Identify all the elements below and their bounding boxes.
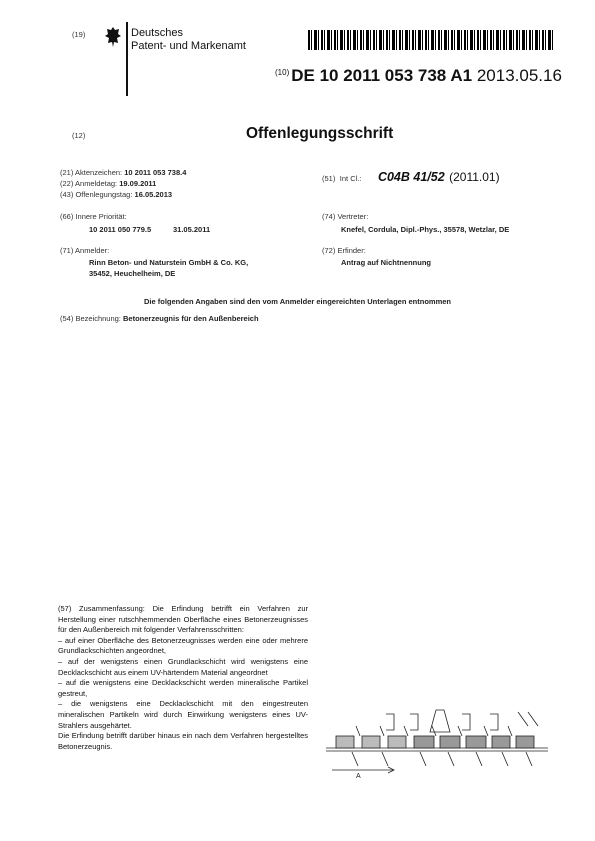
inid-code-10: (10)	[275, 68, 290, 77]
eagle-logo-icon	[104, 25, 122, 56]
abstract-step-1: – auf einer Oberfläche des Betonerzeugnisses werden eine oder mehrere Grundlackschichten angeordnet,	[58, 635, 308, 656]
priority-date: 31.05.2011	[173, 225, 211, 234]
abstract-closing: Die Erfindung betrifft darüber hinaus ein nach dem Verfahren hergestelltes Betonerzeugnis.	[58, 731, 308, 751]
designation-label: Bezeichnung:	[75, 314, 121, 323]
inid-code-21: (21)	[60, 168, 74, 177]
document-title: Offenlegungsschrift	[246, 125, 394, 142]
office-name-line-2: Patent- und Markenamt	[131, 40, 246, 52]
inid-code-72: (72)	[322, 246, 336, 255]
priority-number: 10 2011 050 779.5	[89, 225, 152, 234]
inid-code-71: (71)	[60, 246, 74, 255]
inid-code-51: (51)	[322, 174, 336, 183]
arrow-label: A	[356, 773, 361, 780]
field-74	[322, 211, 368, 222]
applicant-line-1: Rinn Beton- und Naturstein GmbH & Co. KG,	[89, 258, 249, 267]
barcode	[308, 30, 554, 50]
process-drawing	[322, 700, 552, 780]
abstract-step-2: – auf der wenigstens einen Grundlackschicht wird wenigstens eine Decklackschicht aus einem UV-härtendem Material angeordnet	[58, 656, 308, 677]
publication-date-value: 16.05.2013	[134, 190, 173, 199]
source-notice: Die folgenden Angaben sind den vom Anmelder eingereichten Unterlagen entnommen	[144, 297, 451, 306]
abstract-intro: (57) Zusammenfassung: Die Erfindung betrifft ein Verfahren zur Herstellung einer rutschhemmenden Oberfläche eines Betonerzeugnisses für den Außenbereich mit folgender Verfahrensschritten:	[58, 604, 308, 635]
inid-code-54: (54)	[60, 314, 74, 323]
applicant-label: Anmelder:	[75, 246, 110, 255]
publication-date: 2013.05.16	[476, 66, 562, 85]
field-21	[60, 167, 186, 178]
domestic-priority-label: Innere Priorität:	[75, 212, 127, 221]
inid-code-19: (19)	[72, 30, 86, 39]
inid-code-66: (66)	[60, 212, 74, 221]
abstract-step-3: – auf die wenigstens eine Decklackschicht werden mineralische Partikel gestreut,	[58, 678, 308, 698]
field-71	[60, 245, 109, 256]
abstract	[58, 604, 308, 752]
filing-date-label: Anmeldetag:	[75, 179, 118, 188]
int-cl-version: (2011.01)	[449, 170, 500, 184]
publication-number: DE 10 2011 053 738 A1	[291, 66, 473, 85]
publication-number-line	[275, 66, 562, 86]
inventor-label: Erfinder:	[337, 246, 366, 255]
inventor: Antrag auf Nichtnennung	[341, 258, 431, 267]
field-54	[60, 313, 259, 324]
field-66	[60, 211, 127, 222]
inid-code-74: (74)	[322, 212, 336, 221]
logo-rule	[126, 22, 128, 96]
representative-label: Vertreter:	[337, 212, 369, 221]
application-number-label: Aktenzeichen:	[75, 168, 123, 177]
inid-code-12: (12)	[72, 131, 86, 140]
filing-date: 19.09.2011	[119, 179, 157, 188]
int-cl-label: Int Cl.:	[339, 174, 362, 183]
inid-code-22: (22)	[60, 179, 74, 188]
inid-code-43: (43)	[60, 190, 74, 199]
field-51	[322, 168, 500, 186]
process-figure	[322, 700, 552, 785]
representative: Knefel, Cordula, Dipl.-Phys., 35578, Wetzlar, DE	[341, 225, 510, 234]
application-number: 10 2011 053 738.4	[124, 168, 187, 177]
abstract-step-4: – die wenigstens eine Decklackschicht mit den eingestreuten mineralischen Partikeln wird durch Einwirkung wenigstens eines UV-Strahlers ausgehärtet.	[58, 699, 308, 730]
publication-date-label: Offenlegungstag:	[75, 190, 133, 199]
designation-title: Betonerzeugnis für den Außenbereich	[122, 314, 259, 323]
office-name-line-1: Deutsches	[131, 27, 183, 39]
field-22	[60, 178, 156, 189]
applicant-line-2: 35452, Heuchelheim, DE	[89, 269, 176, 278]
field-72	[322, 245, 366, 256]
int-cl-class: C04B 41/52	[377, 170, 445, 184]
field-43	[60, 189, 172, 200]
